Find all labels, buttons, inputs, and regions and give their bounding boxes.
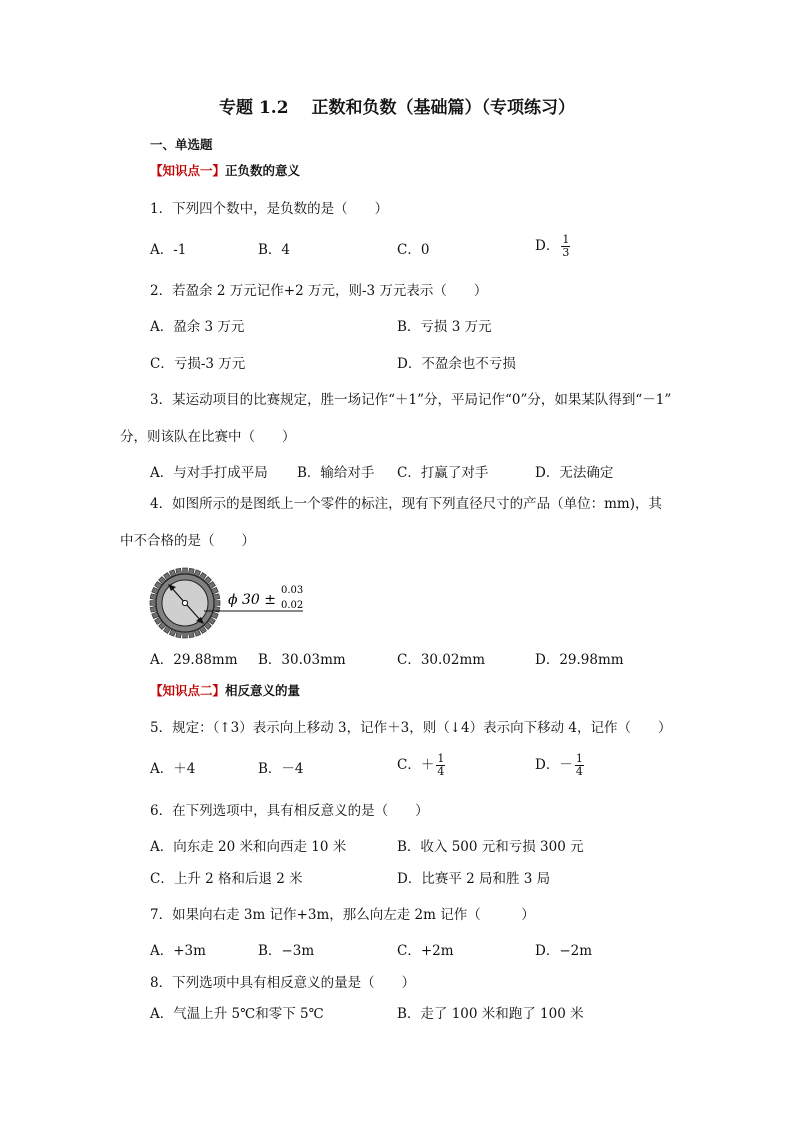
question-5-stem: 5．规定：（↑3）表示向上移动 3，记作＋3，则（↓4）表示向下移动 4，记作（ ） <box>150 720 672 736</box>
question-4-option-a: A．29.88mm <box>150 652 238 668</box>
question-2-stem: 2．若盈余 2 万元记作+2 万元，则-3 万元表示（ ） <box>150 283 488 299</box>
fraction-denominator: 4 <box>575 765 583 778</box>
question-7-option-c: C．+2m <box>397 943 454 959</box>
knowledge-point-2 <box>150 682 300 700</box>
question-5-option-c <box>397 753 445 778</box>
section-heading: 一、单选题 <box>150 137 213 152</box>
knowledge-point-bracket: 【知识点一】 <box>150 163 226 178</box>
question-4-stem-line-1: 4．如图所示的是图纸上一个零件的标注，现有下列直径尺寸的产品（单位：mm)，其 <box>150 496 662 512</box>
question-1-option-a: A．-1 <box>150 242 187 258</box>
question-4-stem-line-2: 中不合格的是（ ） <box>120 533 255 549</box>
gear-diagram <box>148 566 318 642</box>
question-3-stem-line-2: 分，则该队在比赛中（ ） <box>120 429 296 445</box>
question-5-option-b: B．－4 <box>258 761 304 777</box>
question-6-stem: 6．在下列选项中，具有相反意义的是（ ） <box>150 803 429 819</box>
question-7-option-a: A．+3m <box>150 943 206 959</box>
knowledge-point-text: 相反意义的量 <box>225 683 301 698</box>
question-7-option-d: D．−2m <box>535 943 593 959</box>
question-1-option-b: B．4 <box>258 242 291 258</box>
question-3-option-c: C．打赢了对手 <box>397 465 489 481</box>
gear-center <box>182 600 187 605</box>
question-2-option-d: D．不盈余也不亏损 <box>397 356 516 372</box>
option-label: C．＋ <box>397 757 435 773</box>
question-8-option-b: B．走了 100 米和跑了 100 米 <box>397 1006 584 1022</box>
question-5-option-a: A．＋4 <box>150 761 196 777</box>
question-2-option-b: B．亏损 3 万元 <box>397 319 492 335</box>
question-4-option-d: D．29.98mm <box>535 652 624 668</box>
question-5-option-d <box>535 753 584 778</box>
question-1-option-c: C．0 <box>397 242 430 258</box>
question-1-stem: 1．下列四个数中，是负数的是（ ） <box>150 201 389 217</box>
option-label: D． <box>535 238 560 254</box>
fraction <box>561 234 570 259</box>
fraction <box>575 753 584 778</box>
knowledge-point-text: 正负数的意义 <box>225 163 301 178</box>
question-4-option-c: C．30.02mm <box>397 652 486 668</box>
question-1-option-d <box>535 234 570 259</box>
knowledge-point-1 <box>150 162 300 180</box>
knowledge-point-bracket: 【知识点二】 <box>150 683 226 698</box>
question-3-option-b: B．输给对手 <box>297 465 375 481</box>
question-7-stem: 7．如果向右走 3m 记作+3m，那么向左走 2m 记作（ ） <box>150 907 535 923</box>
dimension-main: ϕ 30 ± <box>228 592 276 608</box>
fraction-numerator: 1 <box>562 233 570 246</box>
fraction-denominator: 4 <box>437 765 445 778</box>
question-3-option-d: D．无法确定 <box>535 465 614 481</box>
question-3-stem-line-1: 3．某运动项目的比赛规定，胜一场记作“＋1”分，平局记作“0”分，如果某队得到“－1” <box>150 392 672 408</box>
question-8-stem: 8．下列选项中具有相反意义的量是（ ） <box>150 975 416 991</box>
dimension-lower-tolerance: 0.02 <box>281 600 304 611</box>
question-6-option-d: D．比赛平 2 局和胜 3 局 <box>397 871 551 887</box>
question-6-option-c: C．上升 2 格和后退 2 米 <box>150 871 303 887</box>
option-label: D．－ <box>535 757 573 773</box>
fraction <box>436 753 445 778</box>
question-6-option-b: B．收入 500 元和亏损 300 元 <box>397 839 584 855</box>
page-title: 专题 1.2 正数和负数（基础篇）（专项练习） <box>219 98 575 118</box>
fraction-numerator: 1 <box>437 752 445 765</box>
question-7-option-b: B．−3m <box>258 943 315 959</box>
question-4-option-b: B．30.03mm <box>258 652 346 668</box>
question-6-option-a: A．向东走 20 米和向西走 10 米 <box>150 839 347 855</box>
question-2-option-a: A．盈余 3 万元 <box>150 319 245 335</box>
dimension-upper-tolerance: 0.03 <box>281 585 304 596</box>
question-3-option-a: A．与对手打成平局 <box>150 465 268 481</box>
fraction-numerator: 1 <box>575 752 583 765</box>
question-8-option-a: A．气温上升 5℃和零下 5℃ <box>150 1006 324 1022</box>
fraction-denominator: 3 <box>562 246 570 259</box>
question-2-option-c: C．亏损-3 万元 <box>150 356 246 372</box>
